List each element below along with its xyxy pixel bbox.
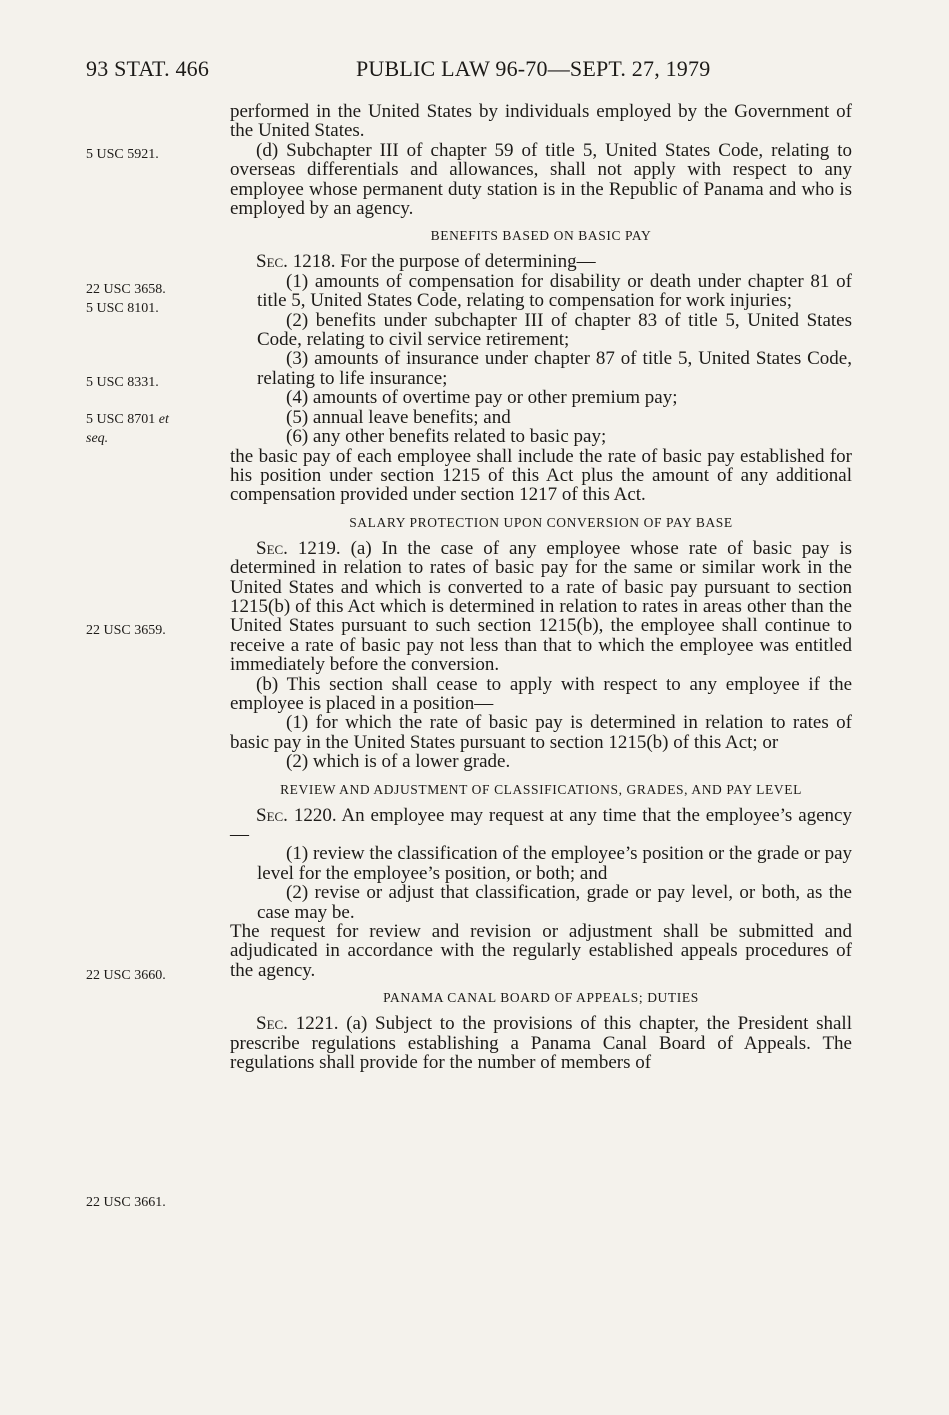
list-item: (1) for which the rate of basic pay is determined in relation to rates of basic pay in the United States pursuant to section 1215(b) of this Act; or bbox=[230, 712, 852, 753]
margin-note: 5 USC 5921. bbox=[86, 147, 159, 162]
list-item: (6) any other benefits related to basic pay; bbox=[286, 426, 607, 448]
sec-label: Sec. bbox=[256, 251, 288, 273]
sec-label: Sec. bbox=[256, 537, 288, 559]
list-item: (2) revise or adjust that classification, grade or pay level, or both, as the case may be. bbox=[257, 882, 852, 923]
paragraph: performed in the United States by individuals employed by the Government of the United States. bbox=[230, 101, 852, 142]
paragraph: The request for review and revision or adjustment shall be submitted and adjudicated in accordance with the regularly established appeals procedures of the agency. bbox=[230, 921, 852, 981]
section-1221-a bbox=[230, 1014, 852, 1072]
margin-note: 22 USC 3660. bbox=[86, 968, 166, 983]
section-text: 1218. For the purpose of determining— bbox=[287, 251, 596, 273]
list-item: (1) review the classification of the employee’s position or the grade or pay level for the employee’s position, or both; and bbox=[257, 843, 852, 884]
margin-note: 5 USC 8101. bbox=[86, 301, 159, 316]
stat-reference: 93 STAT. 466 bbox=[86, 56, 210, 81]
sec-label: Sec. bbox=[256, 1013, 288, 1035]
section-text: 1219. (a) In the case of any employee whose rate of basic pay is determined in relation to rates of basic pay for the same or similar work in the United States and which is converted to a rate of basic pay pursuant to section 1215(b) of this Act which is determined in relation to rates in areas other than the United States pursuant to such section 1215(b), the employee shall continue to receive a rate of basic pay not less than that to which the employee was entitled immediately before the conversion. bbox=[230, 537, 852, 676]
section-1219-a bbox=[230, 539, 852, 675]
list-item: (1) amounts of compensation for disability or death under chapter 81 of title 5, United States Code, relating to compensation for work injuries; bbox=[257, 270, 852, 312]
section-1218-intro bbox=[230, 252, 852, 271]
law-title: PUBLIC LAW 96-70—SEPT. 27, 1979 bbox=[356, 56, 711, 81]
margin-note: 22 USC 3659. bbox=[86, 623, 166, 638]
list-item: (2) which is of a lower grade. bbox=[286, 751, 511, 773]
sec-label: Sec. bbox=[256, 804, 288, 826]
statute-text bbox=[230, 102, 852, 1072]
paragraph: the basic pay of each employee shall include the rate of basic pay established for his position under section 1215 of this Act plus the amount of any additional compensation provided under section 1217 of this Act. bbox=[230, 445, 852, 506]
section-heading: PANAMA CANAL BOARD OF APPEALS; DUTIES bbox=[383, 990, 699, 1006]
list-item: (5) annual leave benefits; and bbox=[286, 406, 511, 428]
list-item: (4) amounts of overtime pay or other premium pay; bbox=[286, 387, 678, 409]
margin-note bbox=[86, 410, 169, 448]
margin-note-italic: et bbox=[158, 412, 169, 427]
section-text: 1221. (a) Subject to the provisions of this chapter, the President shall prescribe regulations establishing a Panama Canal Board of Appeals. The regulations shall provide for the number of members of bbox=[230, 1013, 852, 1074]
section-1219-b: (b) This section shall cease to apply with respect to any employee if the employee is placed in a position— bbox=[230, 673, 852, 714]
paragraph-subsection-d: (d) Subchapter III of chapter 59 of title 5, United States Code, relating to overseas differentials and allowances, shall not apply with respect to any employee whose permanent duty station is in the Republic of Panama and who is employed by an agency. bbox=[230, 139, 852, 220]
margin-note: 22 USC 3658. bbox=[86, 282, 166, 297]
margin-note-main: 5 USC 8701 bbox=[86, 412, 159, 427]
margin-note: 22 USC 3661. bbox=[86, 1195, 166, 1210]
section-text: 1220. An employee may request at any time that the employee’s agency— bbox=[230, 804, 852, 845]
section-heading: REVIEW AND ADJUSTMENT OF CLASSIFICATIONS, GRADES, AND PAY LEVEL bbox=[280, 781, 802, 797]
list-item: (3) amounts of insurance under chapter 87 of title 5, United States Code, relating to life insurance; bbox=[257, 348, 852, 389]
margin-note: 5 USC 8331. bbox=[86, 375, 159, 390]
section-1220-intro bbox=[230, 806, 852, 845]
section-heading: BENEFITS BASED ON BASIC PAY bbox=[430, 228, 652, 244]
list-item: (2) benefits under subchapter III of chapter 83 of title 5, United States Code, relating to civil service retirement; bbox=[257, 309, 852, 351]
margin-note-italic: seq. bbox=[86, 431, 109, 446]
section-heading: SALARY PROTECTION UPON CONVERSION OF PAY BASE bbox=[349, 514, 733, 530]
